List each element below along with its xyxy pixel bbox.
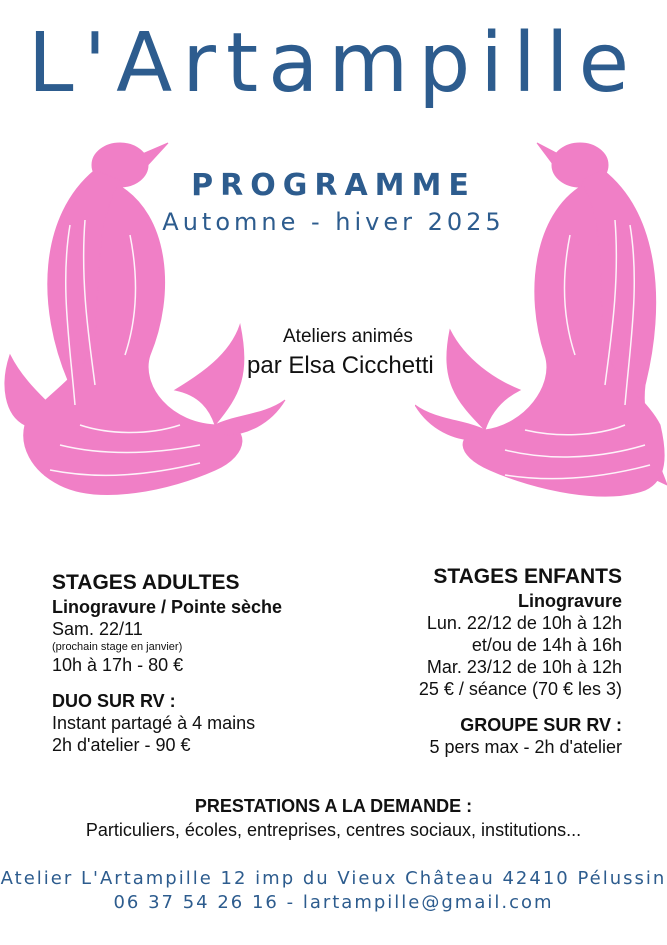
prestations-heading: PRESTATIONS A LA DEMANDE :: [194, 796, 473, 816]
children-line-1: Lun. 22/12 de 10h à 12h: [426, 613, 622, 633]
duo-line-1: Instant partagé à 4 mains: [52, 713, 256, 733]
group-line: 5 pers max - 2h d'atelier: [429, 737, 622, 757]
footer-address: Atelier L'Artampille 12 imp du Vieux Château 42410 Pélussin: [0, 868, 667, 889]
adult-note: (prochain stage en janvier): [52, 641, 183, 653]
children-workshops: [322, 564, 622, 758]
children-line-2: et/ou de 14h à 16h: [471, 635, 622, 655]
duo-line-2: 2h d'atelier - 90 €: [52, 735, 191, 755]
adult-date: Sam. 22/11: [52, 619, 143, 639]
duo-heading: DUO SUR RV :: [52, 691, 176, 711]
ateliers-text: Ateliers animés: [283, 326, 413, 347]
programme-heading: PROGRAMME: [191, 168, 476, 203]
adult-technique: Linogravure / Pointe sèche: [52, 597, 283, 617]
children-line-4: 25 € / séance (70 € les 3): [418, 679, 622, 699]
adult-time-price: 10h à 17h - 80 €: [52, 655, 184, 675]
children-technique: Linogravure: [517, 591, 622, 611]
children-heading: STAGES ENFANTS: [433, 565, 622, 588]
season-subtitle: Automne - hiver 2025: [162, 208, 505, 236]
footer-contact: 06 37 54 26 16 - lartampille@gmail.com: [113, 892, 554, 913]
group-heading: GROUPE SUR RV :: [460, 715, 622, 735]
adult-workshops: [52, 570, 342, 756]
author-text: par Elsa Cicchetti: [247, 352, 434, 379]
children-line-3: Mar. 23/12 de 10h à 12h: [426, 657, 622, 677]
page-title: L'Artampille: [27, 16, 640, 111]
adult-heading: STAGES ADULTES: [52, 571, 240, 594]
prestations-text: Particuliers, écoles, entreprises, centres sociaux, institutions...: [85, 820, 582, 840]
